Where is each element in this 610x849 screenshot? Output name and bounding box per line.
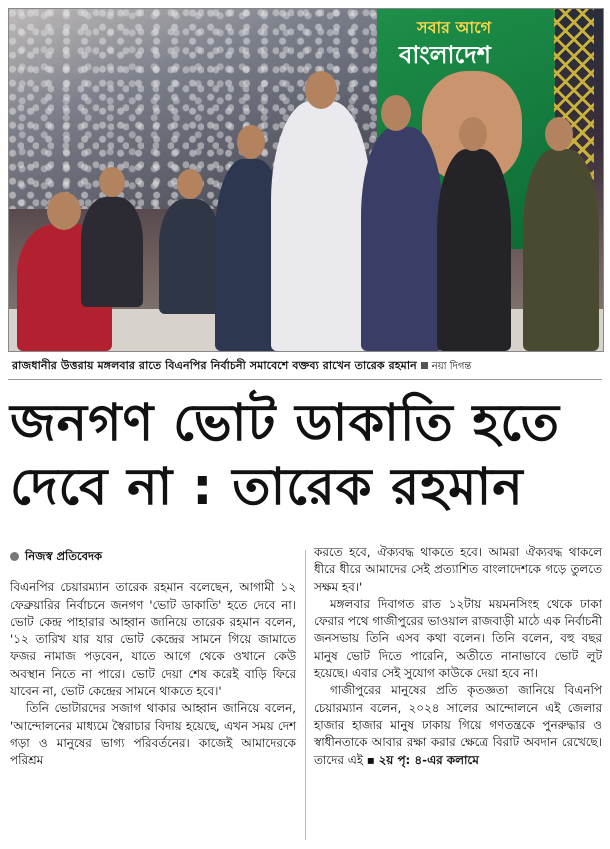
person-head [545, 117, 573, 151]
banner-title: বাংলাদেশ [399, 41, 491, 69]
person-head [381, 95, 411, 131]
person-speaker-white-shirt [271, 101, 371, 351]
news-photo [8, 8, 604, 352]
person-head [459, 117, 487, 151]
article-paragraph-text: গাজীপুরের মানুষের প্রতি কৃতজ্ঞতা জানিয়ে বিএনপি চেয়ারম্যান বলেন, ২০২৪ সালের আন্দোলনে এই জেলার হাজার হাজার মানুষ ঢাকায় গিয়ে গণতন্ত্রকে পুনরুদ্ধার ও স্বাধীনতাকে আবার রক্ষা করার ক্ষেত্রে বিরাট অবদান রেখেছে। তাদের এই [314, 683, 602, 767]
continued-reference[interactable]: ২য় পৃ: ৪-এর কলামে [378, 752, 479, 767]
byline-bullet-icon [10, 552, 19, 561]
person-head [177, 169, 203, 199]
person-dark-sweater [81, 197, 143, 307]
byline-text: নিজস্ব প্রতিবেদক [25, 549, 103, 563]
person-head [47, 192, 81, 230]
article-column-left [10, 548, 296, 770]
banner-subtitle: সবার আগে [417, 18, 492, 37]
article-paragraph: বিএনপির চেয়ারম্যান তারেক রহমান বলেছেন, আগামী ১২ ফেব্রুয়ারির নির্বাচনে জনগণ 'ভোট ডাকাতি' হতে দেবে না। ভোট কেন্দ্র পাহারার আহ্বান জানিয়ে তারেক রহমান বলেন, '১২ তারিখ যার যার ভোট কেন্দ্রের সামনে গিয়ে জামাতে ফজর নামাজ পড়বেন, যাতে আগে থেকে ওখানে কেউ অবস্থান নিতে না পারে। ভোট দেয়া শেষ করেই বাড়ি ফিরে যাবেন না, ভোট কেন্দ্রের সামনে থাকতে হবে।' [10, 580, 296, 699]
article-paragraph: করতে হবে, ঐক্যবদ্ধ থাকতে হবে। আমরা ঐক্যবদ্ধ থাকলে ধীরে ধীরে আমাদের সেই প্রত্যাশিত বাংলাদেশকে গড়ে তুলতে সক্ষম হব।' [314, 545, 602, 594]
person-olive-vest [523, 149, 599, 351]
article-paragraph: তিনি ভোটারদের সজাগ থাকার আহ্বান জানিয়ে বলেন, 'আন্দোলনের মাধ্যমে স্বৈরাচার বিদায় হয়েছে, এখন সময় দেশ গড়া ও মানুষের ভাগ্য পরিবর্তনের। কাজেই আমাদেরকে পরিশ্রম [10, 701, 296, 768]
headline-line-1: জনগণ ভোট ডাকাতি হতে [10, 394, 561, 453]
photo-caption [12, 357, 598, 376]
person-jacket [159, 199, 221, 314]
caption-source: নয়া দিগন্ত [431, 361, 472, 372]
person-head-speaker [305, 71, 337, 109]
headline-line-2: দেবে না : তারেক রহমান [10, 458, 524, 517]
article-column-right [314, 544, 602, 769]
headline [10, 392, 600, 520]
column-divider [305, 550, 306, 840]
caption-square-icon [421, 362, 428, 369]
person-black-jacket [437, 149, 511, 351]
article-paragraph: গাজীপুরের মানুষের প্রতি কৃতজ্ঞতা জানিয়ে বিএনপি চেয়ারম্যান বলেন, ২০২৪ সালের আন্দোলনে এই জেলার হাজার হাজার মানুষ ঢাকায় গিয়ে গণতন্ত্রকে পুনরুদ্ধার ও স্বাধীনতাকে আবার রক্ষা করার ক্ষেত্রে বিরাট অবদান রেখেছে। তাদের এই ▪ ২য় পৃ: ৪-এর কলামে [314, 683, 602, 767]
byline [10, 548, 296, 565]
person-head [99, 167, 125, 197]
caption-rule [8, 379, 602, 380]
caption-text: রাজধানীর উত্তরায় মঙ্গলবার রাতে বিএনপির নির্বাচনী সমাবেশে বক্তব্য রাখেন তারেক রহমান [12, 359, 417, 372]
person-head [237, 125, 265, 159]
article-paragraph: মঙ্গলবার দিবাগত রাত ১২টায় ময়মনসিংহ থেকে ঢাকা ফেরার পথে গাজীপুরের ভাওয়াল রাজবাড়ী মাঠে এক নির্বাচনী জনসভায় তিনি এসব কথা বলেন। তিনি বলেন, বহু বছর মানুষ ভোট দিতে পারেনি, অতীতে নানাভাবে ভোট লুট হয়েছে। এবার সেই সুযোগ কাউকে দেয়া হবে না। [314, 596, 602, 681]
person-blazer [361, 127, 443, 351]
